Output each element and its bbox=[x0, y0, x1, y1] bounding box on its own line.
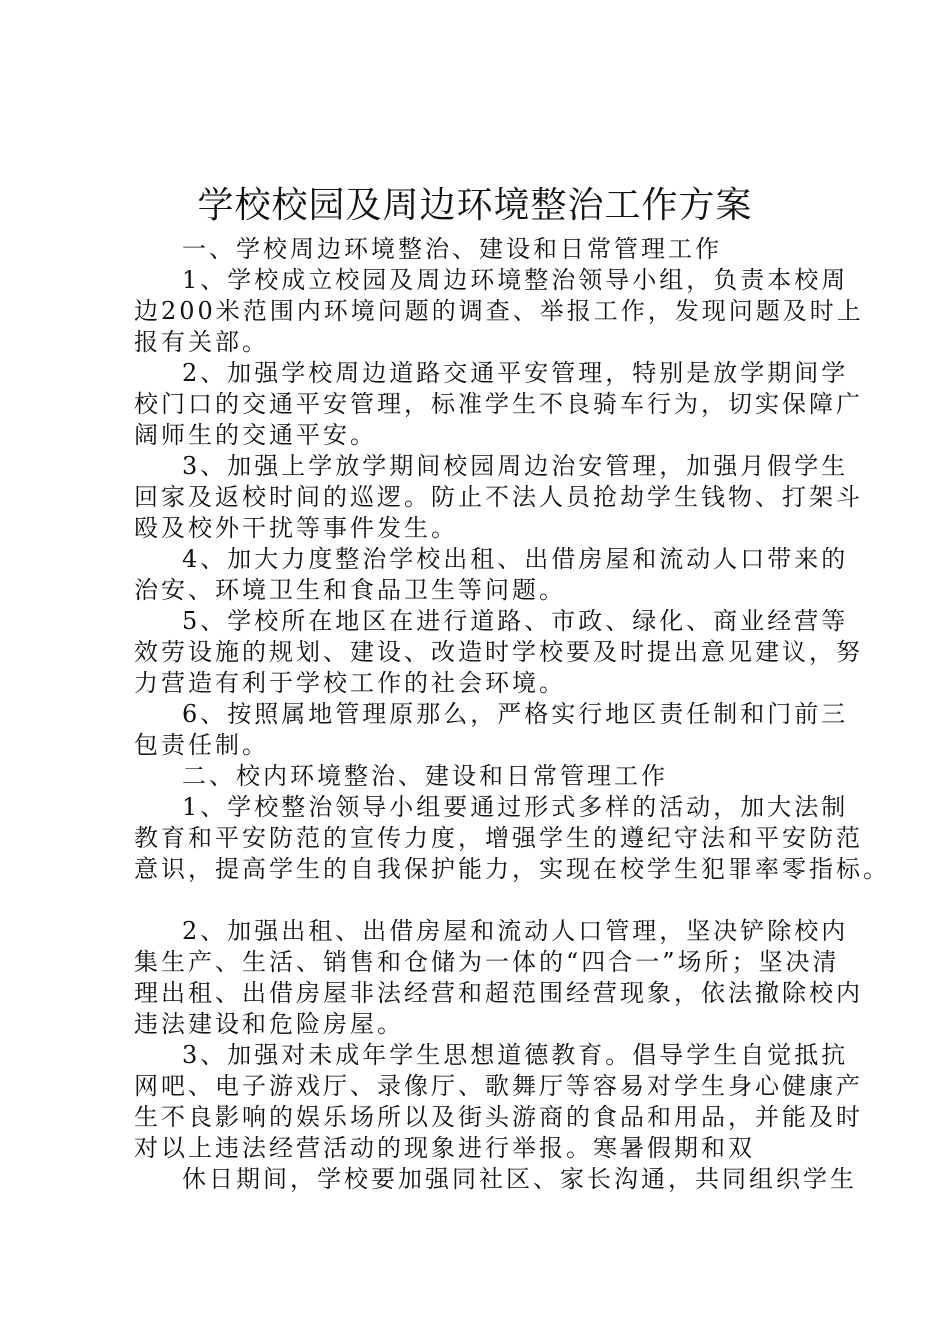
document-body bbox=[134, 234, 890, 1195]
paragraph-line: 5、学校所在地区在进行道路、市政、绿化、商业经营等 bbox=[182, 607, 849, 635]
paragraph-line: 阔师生的交通平安。 bbox=[134, 421, 377, 449]
document-title: 学校校园及周边环境整治工作方案 bbox=[197, 185, 753, 226]
paragraph-line: 3、加强上学放学期间校园周边治安管理，加强月假学生 bbox=[182, 452, 849, 480]
paragraph-line: 1、学校整治领导小组要通过形式多样的活动，加大法制 bbox=[182, 793, 849, 821]
paragraph-line: 校门口的交通平安管理，标准学生不良骑车行为，切实保障广 bbox=[134, 390, 863, 418]
paragraph-line: 报有关部。 bbox=[134, 328, 269, 356]
paragraph-line: 边200米范围内环境问题的调查、举报工作，发现问题及时上 bbox=[134, 297, 864, 325]
paragraph-line: 4、加大力度整治学校出租、出借房屋和流动人口带来的 bbox=[182, 545, 849, 573]
paragraph-line: 意识，提高学生的自我保护能力，实现在校学生犯罪率零指标。 bbox=[134, 855, 890, 883]
paragraph-line: 6、按照属地管理原那么，严格实行地区责任制和门前三 bbox=[182, 700, 849, 728]
blank-line bbox=[134, 885, 834, 916]
paragraph-line: 效劳设施的规划、建设、改造时学校要及时提出意见建议，努 bbox=[134, 638, 863, 666]
paragraph-line: 包责任制。 bbox=[134, 731, 269, 759]
paragraph-line: 休日期间，学校要加强同社区、家长沟通，共同组织学生 bbox=[182, 1165, 857, 1193]
paragraph-line: 违法建设和危险房屋。 bbox=[134, 1010, 404, 1038]
paragraph-line: 2、加强学校周边道路交通平安管理，特别是放学期间学 bbox=[182, 359, 849, 387]
paragraph-line: 回家及返校时间的巡逻。防止不法人员抢劫学生钱物、打架斗 bbox=[134, 483, 863, 511]
paragraph-line: 教育和平安防范的宣传力度，增强学生的遵纪守法和平安防范 bbox=[134, 824, 863, 852]
paragraph-line: 3、加强对未成年学生思想道德教育。倡导学生自觉抵抗 bbox=[182, 1041, 849, 1069]
section-heading: 一、学校周边环境整治、建设和日常管理工作 bbox=[182, 235, 722, 263]
section-heading: 二、校内环境整治、建设和日常管理工作 bbox=[182, 762, 668, 790]
paragraph-line: 对以上违法经营活动的现象进行举报。寒暑假期和双 bbox=[134, 1134, 755, 1162]
paragraph-line: 网吧、电子游戏厅、录像厅、歌舞厅等容易对学生身心健康产 bbox=[134, 1072, 863, 1100]
paragraph-line: 殴及校外干扰等事件发生。 bbox=[134, 514, 458, 542]
paragraph-line: 理出租、出借房屋非法经营和超范围经营现象，依法撤除校内 bbox=[134, 979, 863, 1007]
paragraph-line: 力营造有利于学校工作的社会环境。 bbox=[134, 669, 566, 697]
paragraph-line: 生不良影响的娱乐场所以及街头游商的食品和用品，并能及时 bbox=[134, 1103, 863, 1131]
paragraph-line: 2、加强出租、出借房屋和流动人口管理，坚决铲除校内 bbox=[182, 917, 849, 945]
paragraph-line: 治安、环境卫生和食品卫生等问题。 bbox=[134, 576, 566, 604]
paragraph-line: 1、学校成立校园及周边环境整治领导小组，负责本校周 bbox=[182, 266, 849, 294]
paragraph-line: 集生产、生活、销售和仓储为一体的“四合一”场所；坚决清 bbox=[134, 948, 840, 976]
